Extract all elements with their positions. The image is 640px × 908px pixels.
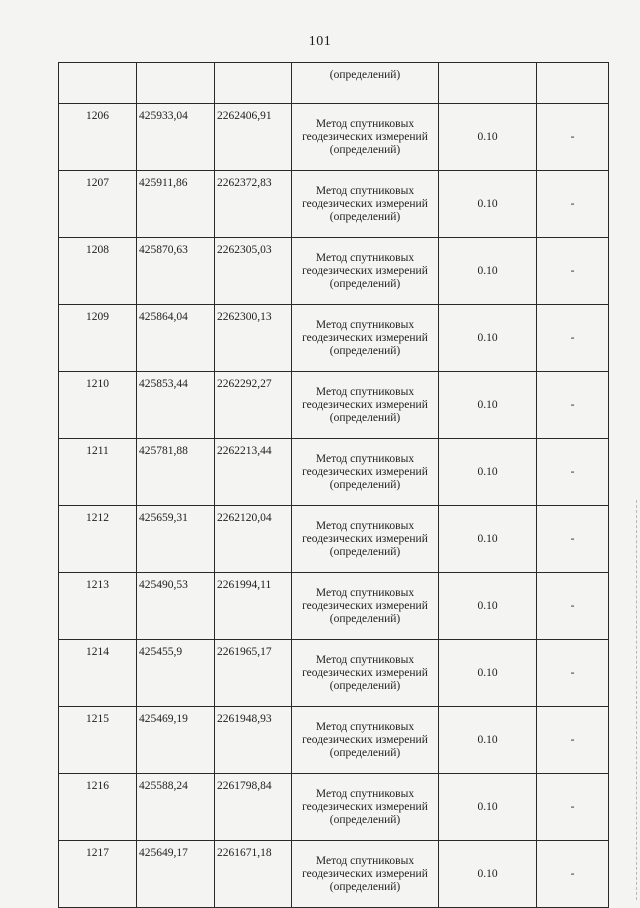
table-row bbox=[59, 841, 609, 908]
description: - bbox=[537, 305, 609, 372]
coordinate-y: 2261994,11 bbox=[215, 573, 292, 640]
table-row bbox=[59, 506, 609, 573]
point-number: 1217 bbox=[59, 841, 137, 908]
method-line: геодезических измерений bbox=[302, 197, 428, 210]
coordinate-x: 425659,31 bbox=[137, 506, 215, 573]
method-line: Метод спутниковых bbox=[315, 385, 415, 398]
coordinate-x: 425781,88 bbox=[137, 439, 215, 506]
method-line: Метод спутниковых bbox=[315, 653, 415, 666]
method-line: Метод спутниковых bbox=[315, 452, 415, 465]
table-row bbox=[59, 238, 609, 305]
description: - bbox=[537, 171, 609, 238]
method-line: (определений) bbox=[329, 344, 401, 357]
method-line: геодезических измерений bbox=[302, 398, 428, 411]
cell-accuracy bbox=[439, 63, 537, 104]
point-number: 1210 bbox=[59, 372, 137, 439]
description: - bbox=[537, 841, 609, 908]
method-cell bbox=[292, 774, 439, 841]
method-line: геодезических измерений bbox=[302, 800, 428, 813]
method-cell bbox=[292, 305, 439, 372]
continued-header-row bbox=[59, 63, 609, 104]
method-line: геодезических измерений bbox=[302, 465, 428, 478]
method-line: геодезических измерений bbox=[302, 264, 428, 277]
method-line: геодезических измерений bbox=[302, 130, 428, 143]
page-number: 101 bbox=[308, 34, 332, 49]
method-cell bbox=[292, 506, 439, 573]
method-line: (определений) bbox=[329, 277, 401, 290]
coordinate-x: 425911,86 bbox=[137, 171, 215, 238]
coordinate-y: 2262406,91 bbox=[215, 104, 292, 171]
method-line: Метод спутниковых bbox=[315, 117, 415, 130]
description: - bbox=[537, 573, 609, 640]
method-cell bbox=[292, 171, 439, 238]
method-cell bbox=[292, 238, 439, 305]
method-line: (определений) bbox=[329, 545, 401, 558]
coordinate-x: 425588,24 bbox=[137, 774, 215, 841]
description: - bbox=[537, 707, 609, 774]
table-row bbox=[59, 707, 609, 774]
table-row bbox=[59, 774, 609, 841]
coordinate-y: 2262213,44 bbox=[215, 439, 292, 506]
method-cell bbox=[292, 104, 439, 171]
method-line: (определений) bbox=[329, 411, 401, 424]
accuracy: 0.10 bbox=[439, 640, 537, 707]
accuracy: 0.10 bbox=[439, 774, 537, 841]
accuracy: 0.10 bbox=[439, 104, 537, 171]
coordinate-x: 425649,17 bbox=[137, 841, 215, 908]
accuracy: 0.10 bbox=[439, 573, 537, 640]
method-line: (определений) bbox=[329, 612, 401, 625]
point-number: 1206 bbox=[59, 104, 137, 171]
method-cell bbox=[292, 707, 439, 774]
point-number: 1209 bbox=[59, 305, 137, 372]
point-number: 1211 bbox=[59, 439, 137, 506]
coordinate-y: 2262372,83 bbox=[215, 171, 292, 238]
coordinate-x: 425870,63 bbox=[137, 238, 215, 305]
method-line: геодезических измерений bbox=[302, 532, 428, 545]
coordinate-y: 2261798,84 bbox=[215, 774, 292, 841]
method-line: Метод спутниковых bbox=[315, 184, 415, 197]
coordinate-x: 425455,9 bbox=[137, 640, 215, 707]
cell-y bbox=[215, 63, 292, 104]
coordinate-y: 2262305,03 bbox=[215, 238, 292, 305]
point-number: 1216 bbox=[59, 774, 137, 841]
point-number: 1208 bbox=[59, 238, 137, 305]
method-line: (определений) bbox=[329, 813, 401, 826]
cell-description bbox=[537, 63, 609, 104]
description: - bbox=[537, 238, 609, 305]
table-row bbox=[59, 573, 609, 640]
scan-edge-line bbox=[635, 500, 637, 900]
method-cell bbox=[292, 439, 439, 506]
method-line: Метод спутниковых bbox=[315, 519, 415, 532]
table-row bbox=[59, 104, 609, 171]
method-line: Метод спутниковых bbox=[315, 787, 415, 800]
accuracy: 0.10 bbox=[439, 238, 537, 305]
method-line: геодезических измерений bbox=[302, 733, 428, 746]
table-row bbox=[59, 640, 609, 707]
method-line: Метод спутниковых bbox=[315, 720, 415, 733]
description: - bbox=[537, 439, 609, 506]
description: - bbox=[537, 774, 609, 841]
coordinate-x: 425853,44 bbox=[137, 372, 215, 439]
point-number: 1215 bbox=[59, 707, 137, 774]
method-line: Метод спутниковых bbox=[315, 318, 415, 331]
method-line: (определений) bbox=[329, 478, 401, 491]
point-number: 1212 bbox=[59, 506, 137, 573]
accuracy: 0.10 bbox=[439, 506, 537, 573]
method-line: (определений) bbox=[329, 679, 401, 692]
coordinate-y: 2262120,04 bbox=[215, 506, 292, 573]
accuracy: 0.10 bbox=[439, 171, 537, 238]
cell-num bbox=[59, 63, 137, 104]
table-row bbox=[59, 305, 609, 372]
coordinate-x: 425933,04 bbox=[137, 104, 215, 171]
accuracy: 0.10 bbox=[439, 305, 537, 372]
coordinate-y: 2261965,17 bbox=[215, 640, 292, 707]
accuracy: 0.10 bbox=[439, 372, 537, 439]
cell-method: (определений) bbox=[292, 63, 439, 104]
coordinate-y: 2262300,13 bbox=[215, 305, 292, 372]
method-line: (определений) bbox=[329, 210, 401, 223]
method-line: (определений) bbox=[329, 880, 401, 893]
method-line: Метод спутниковых bbox=[315, 586, 415, 599]
coordinates-table bbox=[58, 62, 609, 908]
coordinate-x: 425864,04 bbox=[137, 305, 215, 372]
table-row bbox=[59, 171, 609, 238]
accuracy: 0.10 bbox=[439, 439, 537, 506]
method-line: Метод спутниковых bbox=[315, 251, 415, 264]
method-cell bbox=[292, 841, 439, 908]
table-row bbox=[59, 372, 609, 439]
description: - bbox=[537, 372, 609, 439]
accuracy: 0.10 bbox=[439, 841, 537, 908]
method-cell bbox=[292, 640, 439, 707]
description: - bbox=[537, 104, 609, 171]
table-row bbox=[59, 439, 609, 506]
method-line: (определений) bbox=[329, 143, 401, 156]
accuracy: 0.10 bbox=[439, 707, 537, 774]
coordinate-y: 2261948,93 bbox=[215, 707, 292, 774]
coordinate-x: 425469,19 bbox=[137, 707, 215, 774]
method-line: геодезических измерений bbox=[302, 599, 428, 612]
coordinate-y: 2262292,27 bbox=[215, 372, 292, 439]
description: - bbox=[537, 506, 609, 573]
coordinate-x: 425490,53 bbox=[137, 573, 215, 640]
method-line: геодезических измерений bbox=[302, 867, 428, 880]
description: - bbox=[537, 640, 609, 707]
cell-x bbox=[137, 63, 215, 104]
method-line: (определений) bbox=[329, 746, 401, 759]
method-cell bbox=[292, 573, 439, 640]
method-line: Метод спутниковых bbox=[315, 854, 415, 867]
method-line: геодезических измерений bbox=[302, 666, 428, 679]
point-number: 1207 bbox=[59, 171, 137, 238]
point-number: 1213 bbox=[59, 573, 137, 640]
method-cell bbox=[292, 372, 439, 439]
method-line: геодезических измерений bbox=[302, 331, 428, 344]
coordinate-y: 2261671,18 bbox=[215, 841, 292, 908]
point-number: 1214 bbox=[59, 640, 137, 707]
